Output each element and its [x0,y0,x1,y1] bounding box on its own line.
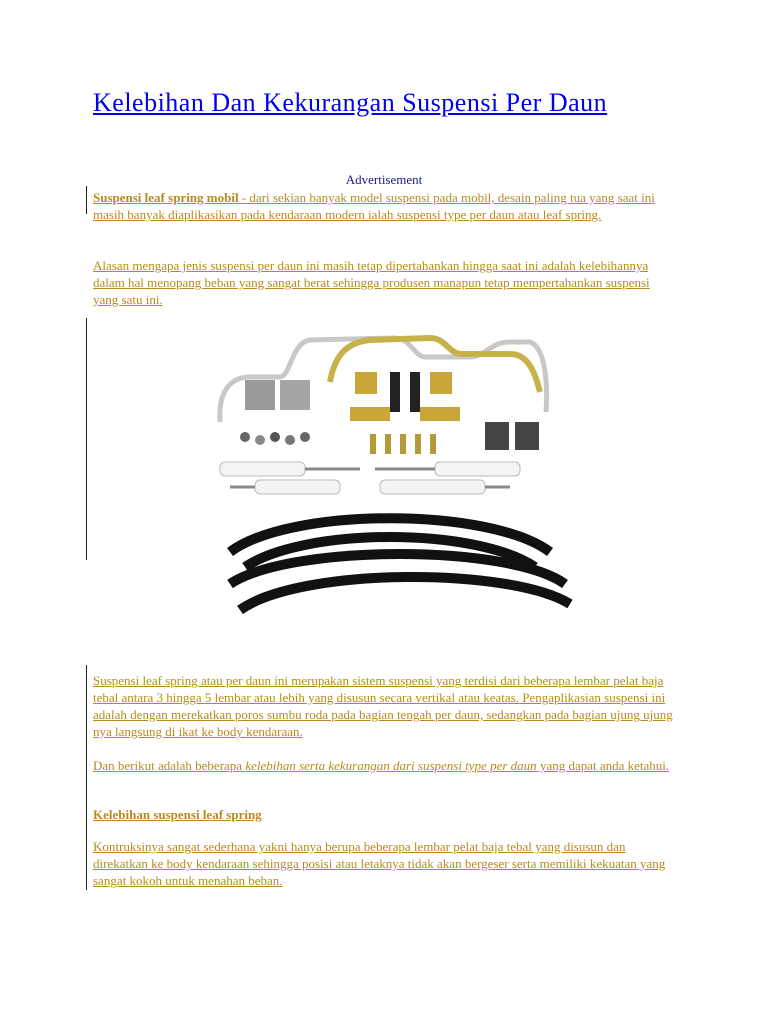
bolt [370,434,376,454]
bolt [400,434,406,454]
intro-text: - dari sekian banyak model suspensi pada mobil, desain paling tua yang saat ini masih banyak diaplikasikan pada kendaraan modern ialah suspensi type per daun atau leaf spring. [93,190,655,222]
gold-bracket [355,372,377,394]
paragraph-description [93,672,678,740]
para4-suffix: yang dapat anda ketahui. [536,758,670,773]
left-border-line [86,186,87,214]
shackle [515,422,539,450]
bolt [385,434,391,454]
left-border-line [86,318,87,560]
paragraph-kelebihan-text: Kontruksinya sangat sederhana yakni hanya berupa beberapa lembar pelat baja tebal yang disusun dan direkatkan ke body kendaraan sehingga posisi atau letaknya tidak akan bergeser serta memiliki kekuatan yang sangat kokoh untuk menahan beban. [93,839,666,888]
mount-bracket [280,380,310,410]
gold-plate [350,407,390,421]
bolt [285,435,295,445]
shackle [485,422,509,450]
heading-kelebihan [93,806,678,823]
advertisement-label: Advertisement [345,172,423,187]
end-link [410,372,420,412]
mount-bracket [245,380,275,410]
leaf-spring-suspension-kit-image [210,322,580,622]
bolt [270,432,280,442]
article-title[interactable]: Kelebihan Dan Kekurangan Suspensi Per Daun [93,88,608,117]
para4-italic: kelebihan serta kekurangan dari suspensi type per daun [245,758,537,773]
paragraph-description-text: Suspensi leaf spring atau per daun ini merupakan sistem suspensi yang terdisi dari beberapa lembar pelat baja tebal antara 3 hingga 5 lembar atau lebih yang disusun secara vertikal atau keatas. Pengaplikasian suspensi ini adalah dengan merekatkan poros sumbu roda pada bagian tengah per daun, sedangkan pada bagian ujung ujung nya langsung di ikat ke body kendaraan. [93,673,673,739]
left-border-line [86,665,87,890]
heading-kelebihan-text[interactable]: Kelebihan suspensi leaf spring [93,807,262,822]
shock-absorber [380,480,485,494]
end-link [390,372,400,412]
bolt [240,432,250,442]
leaf-spring [240,577,570,610]
shock-absorber [220,462,305,476]
para4-prefix: Dan berikut adalah beberapa [93,758,246,773]
shock-absorber [435,462,520,476]
gold-plate [420,407,460,421]
bolt [430,434,436,454]
bolt [300,432,310,442]
intro-lead-link[interactable]: Suspensi leaf spring mobil [93,190,239,205]
gold-bracket [430,372,452,394]
paragraph-kelebihan [93,838,678,889]
shock-absorber [255,480,340,494]
paragraph-reason-text: Alasan mengapa jenis suspensi per daun ini masih tetap dipertahankan hingga saat ini adalah kelebihannya dalam hal menopang beban yang sangat berat sehingga produsen manapun tetap mempertahankan suspensi yang satu ini. [93,258,650,307]
paragraph-intro-list [93,757,678,774]
intro-paragraph [93,189,678,223]
paragraph-reason [93,257,678,308]
bolt [255,435,265,445]
bolt [415,434,421,454]
